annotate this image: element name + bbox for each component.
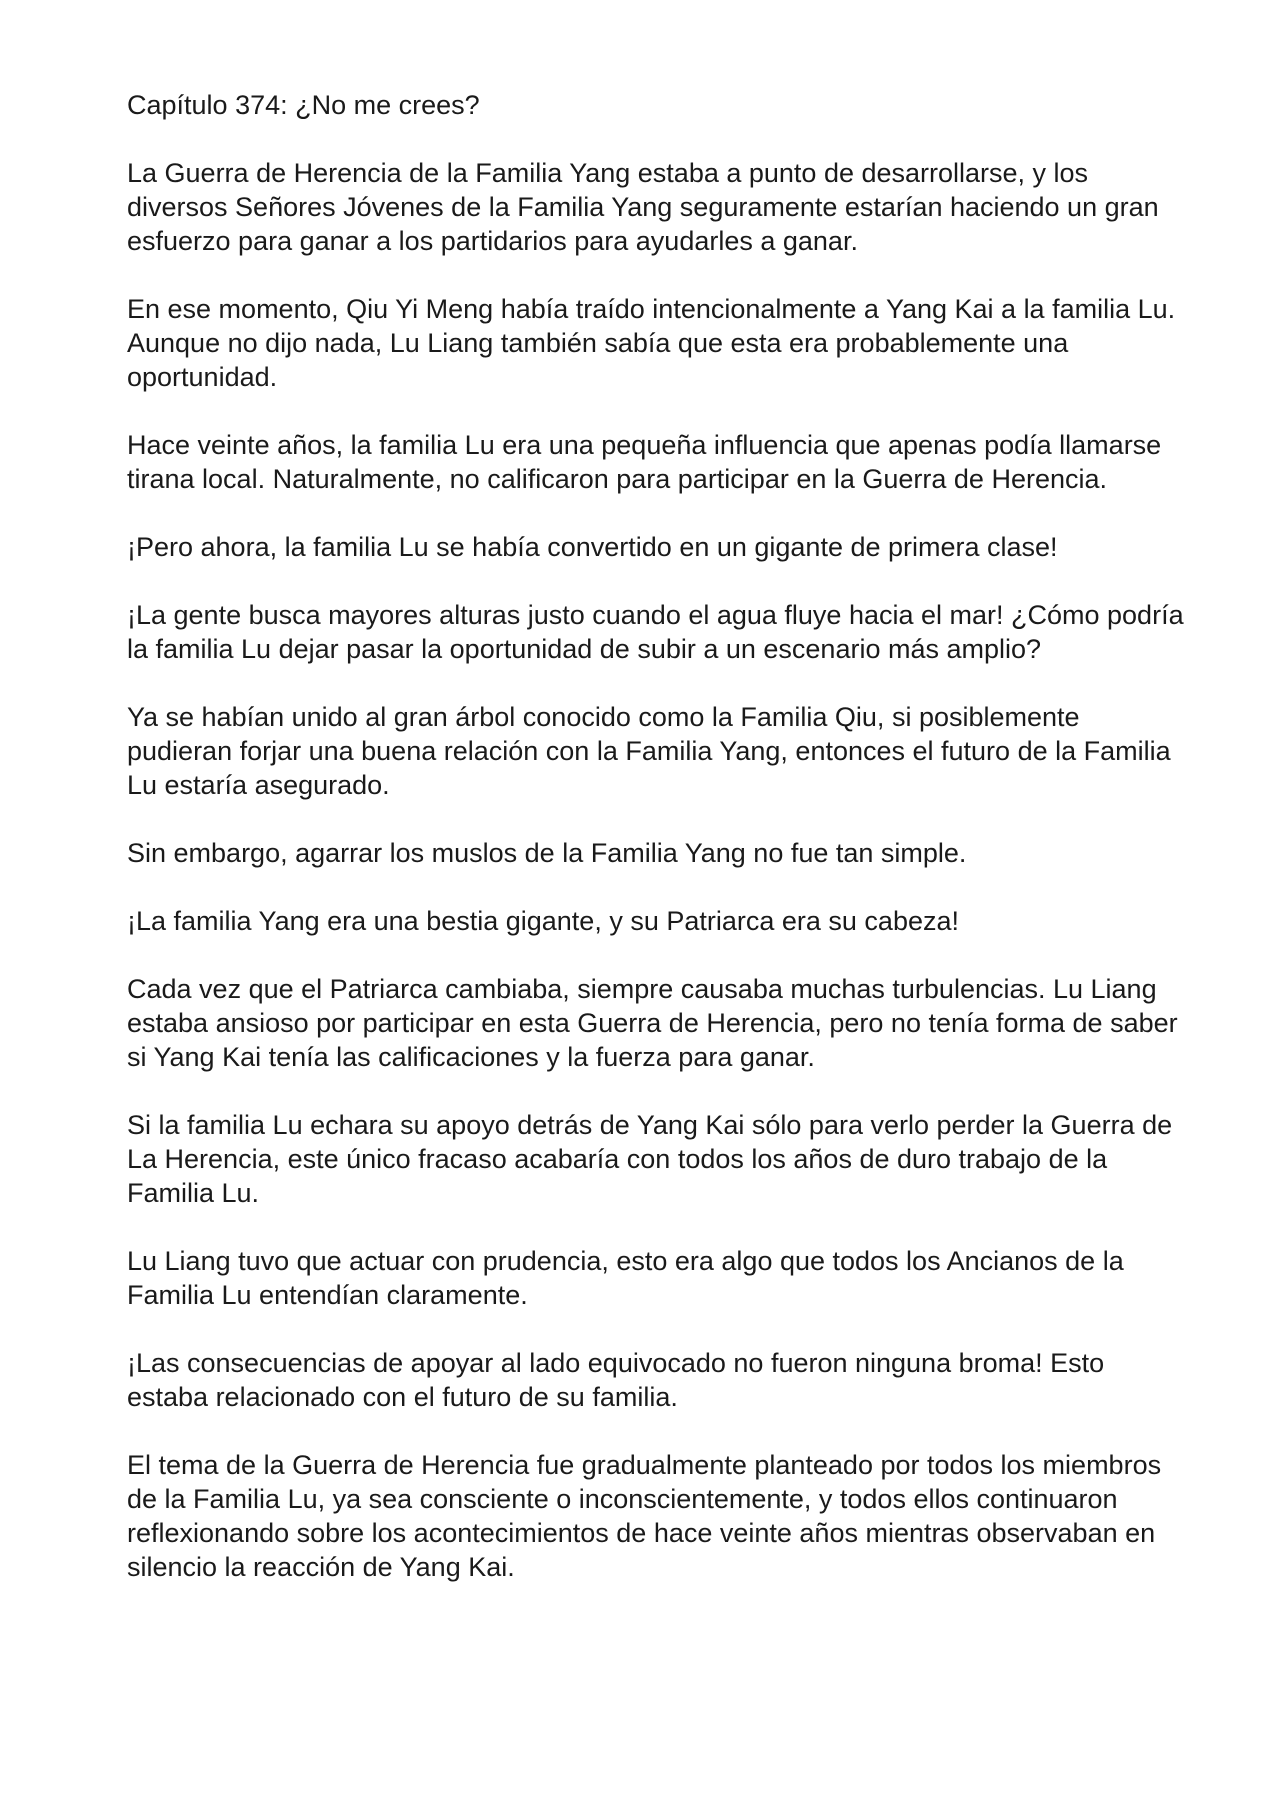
paragraph-11: Lu Liang tuvo que actuar con prudencia, esto era algo que todos los Ancianos de la Familia Lu entendían claramente. [127, 1246, 1124, 1310]
paragraph-7: Sin embargo, agarrar los muslos de la Familia Yang no fue tan simple. [127, 838, 967, 868]
paragraph-9: Cada vez que el Patriarca cambiaba, siempre causaba muchas turbulencias. Lu Liang estaba ansioso por participar en esta Guerra de Herencia, pero no tenía forma de saber si Yang Kai tenía las calificaciones y la fuerza para ganar. [127, 974, 1178, 1072]
chapter-title: Capítulo 374: ¿No me crees? [127, 90, 480, 120]
paragraph-1: La Guerra de Herencia de la Familia Yang estaba a punto de desarrollarse, y los diversos Señores Jóvenes de la Familia Yang seguramente estarían haciendo un gran esfuerzo para ganar a los partidarios para ayudarles a ganar. [127, 158, 1159, 256]
paragraph-12: ¡Las consecuencias de apoyar al lado equivocado no fueron ninguna broma! Esto estaba relacionado con el futuro de su familia. [127, 1348, 1105, 1412]
paragraph-2: En ese momento, Qiu Yi Meng había traído intencionalmente a Yang Kai a la familia Lu. Aunque no dijo nada, Lu Liang también sabía que esta era probablemente una oportunidad. [127, 294, 1176, 392]
paragraph-3: Hace veinte años, la familia Lu era una pequeña influencia que apenas podía llamarse tirana local. Naturalmente, no calificaron para participar en la Guerra de Herencia. [127, 430, 1162, 494]
paragraph-5: ¡La gente busca mayores alturas justo cuando el agua fluye hacia el mar! ¿Cómo podría la familia Lu dejar pasar la oportunidad de subir a un escenario más amplio? [127, 600, 1184, 664]
paragraph-10: Si la familia Lu echara su apoyo detrás de Yang Kai sólo para verlo perder la Guerra de La Herencia, este único fracaso acabaría con todos los años de duro trabajo de la Familia Lu. [127, 1110, 1173, 1208]
paragraph-8: ¡La familia Yang era una bestia gigante, y su Patriarca era su cabeza! [127, 906, 959, 936]
paragraph-13: El tema de la Guerra de Herencia fue gradualmente planteado por todos los miembros de la Familia Lu, ya sea consciente o inconscientemente, y todos ellos continuaron reflexionando sobre los acontecimientos de hace veinte años mientras observaban en silencio la reacción de Yang Kai. [127, 1450, 1162, 1582]
paragraph-4: ¡Pero ahora, la familia Lu se había convertido en un gigante de primera clase! [127, 532, 1058, 562]
document-page [127, 88, 1187, 1618]
paragraph-6: Ya se habían unido al gran árbol conocido como la Familia Qiu, si posiblemente pudieran forjar una buena relación con la Familia Yang, entonces el futuro de la Familia Lu estaría asegurado. [127, 702, 1171, 800]
